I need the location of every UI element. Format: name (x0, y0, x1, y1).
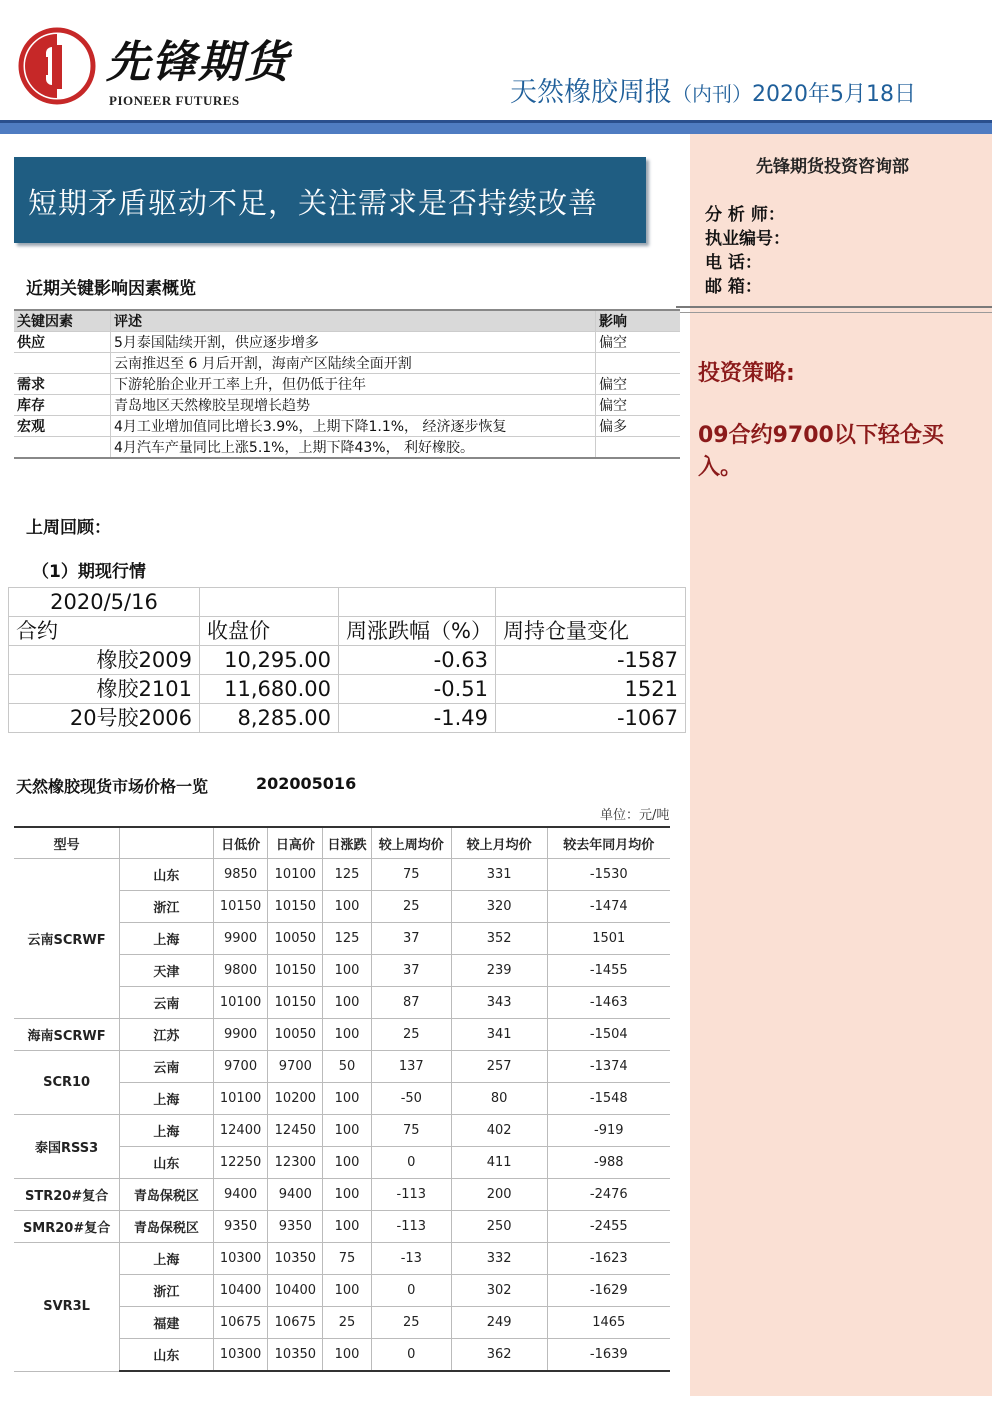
spot-value: 200 (451, 1179, 547, 1211)
table-header-cell: 日涨跌 (323, 827, 372, 859)
futures-table (8, 587, 686, 733)
factor-impact: 偏空 (596, 395, 681, 416)
close-price: 8,285.00 (200, 704, 339, 733)
table-row (14, 1019, 670, 1051)
spot-value: -50 (371, 1083, 451, 1115)
table-header-cell: 收盘价 (200, 617, 339, 646)
spot-value: -1504 (547, 1019, 670, 1051)
header-divider-line (0, 120, 992, 123)
sidebar-panel (690, 134, 992, 1396)
spot-value: 352 (451, 923, 547, 955)
position-change: -1587 (496, 646, 686, 675)
spot-value: 250 (451, 1211, 547, 1243)
report-title (510, 70, 916, 109)
spot-location: 云南 (120, 1051, 214, 1083)
position-change: 1521 (496, 675, 686, 704)
table-header-cell: 周持仓量变化 (496, 617, 686, 646)
table-row (9, 646, 686, 675)
phone-label: 电 话： (705, 253, 762, 273)
spot-value: 37 (371, 955, 451, 987)
brand-name-cn: 先锋期货 (106, 37, 290, 88)
table-row (9, 704, 686, 733)
spot-location: 云南 (120, 987, 214, 1019)
spot-value: 10675 (268, 1307, 323, 1339)
spot-value: 10400 (268, 1275, 323, 1307)
analyst-label: 分 析 师： (705, 205, 785, 225)
table-header-cell: 型号 (14, 827, 120, 859)
company-logo (18, 27, 96, 105)
spot-value: 125 (323, 923, 372, 955)
spot-value: -1629 (547, 1275, 670, 1307)
spot-value: -113 (371, 1179, 451, 1211)
spot-value: 402 (451, 1115, 547, 1147)
spot-value: -1639 (547, 1339, 670, 1372)
table-header-row (14, 827, 670, 859)
spot-value: 75 (371, 859, 451, 891)
spot-value: -1530 (547, 859, 670, 891)
spot-value: 9400 (268, 1179, 323, 1211)
factor-key (14, 353, 111, 374)
table-row (14, 374, 680, 395)
table-row (14, 437, 680, 459)
spot-value: 100 (323, 1115, 372, 1147)
table-row (14, 859, 670, 891)
spot-value: 100 (323, 1179, 372, 1211)
spot-value: -1455 (547, 955, 670, 987)
brand-name-en: PIONEER FUTURES (109, 93, 240, 108)
spot-value: 0 (371, 1339, 451, 1372)
spot-value: 100 (323, 1211, 372, 1243)
factor-key (14, 437, 111, 459)
spot-value: 9850 (213, 859, 268, 891)
spot-value: 25 (371, 891, 451, 923)
contract-name: 20号胶2006 (9, 704, 200, 733)
table-header-cell: 影响 (596, 310, 681, 332)
spot-value: 10050 (268, 923, 323, 955)
spot-value: 9350 (213, 1211, 268, 1243)
table-header-cell: 日低价 (213, 827, 268, 859)
spot-value: 320 (451, 891, 547, 923)
spot-value: 10150 (268, 987, 323, 1019)
spot-value: 9800 (213, 955, 268, 987)
factor-key: 宏观 (14, 416, 111, 437)
spot-location: 福建 (120, 1307, 214, 1339)
factor-key: 需求 (14, 374, 111, 395)
spot-value: 10100 (213, 1083, 268, 1115)
close-price: 11,680.00 (200, 675, 339, 704)
spot-value: 37 (371, 923, 451, 955)
sidebar-divider (676, 306, 992, 308)
factors-table (14, 309, 680, 459)
table-cell (339, 588, 496, 617)
factor-key: 供应 (14, 332, 111, 353)
factor-key: 库存 (14, 395, 111, 416)
spot-value: 362 (451, 1339, 547, 1372)
factor-impact: 偏多 (596, 416, 681, 437)
report-date: 2020年5月18日 (752, 82, 916, 107)
spot-location: 天津 (120, 955, 214, 987)
report-title-sub: （内刊） (672, 82, 752, 106)
spot-value: 10150 (268, 955, 323, 987)
spot-value: 100 (323, 1019, 372, 1051)
factor-comment: 4月汽车产量同比上涨5.1%，上期下降43%， 利好橡胶。 (111, 437, 596, 459)
spot-value: 12450 (268, 1115, 323, 1147)
spot-value: 12400 (213, 1115, 268, 1147)
spot-value: 10675 (213, 1307, 268, 1339)
license-label: 执业编号： (705, 229, 790, 249)
spot-value: 10100 (213, 987, 268, 1019)
spot-value: 10350 (268, 1339, 323, 1372)
spot-grade: SMR20#复合 (14, 1211, 120, 1243)
spot-value: 9700 (213, 1051, 268, 1083)
spot-location: 上海 (120, 1243, 214, 1275)
spot-value: -13 (371, 1243, 451, 1275)
table-header-cell: 较去年同月均价 (547, 827, 670, 859)
spot-value: 0 (371, 1275, 451, 1307)
table-row (14, 416, 680, 437)
spot-value: 249 (451, 1307, 547, 1339)
factors-section-title: 近期关键影响因素概览 (26, 279, 196, 299)
spot-value: 302 (451, 1275, 547, 1307)
spot-value: 50 (323, 1051, 372, 1083)
spot-value: 75 (323, 1243, 372, 1275)
sidebar-divider (676, 312, 992, 313)
spot-location: 山东 (120, 1147, 214, 1179)
table-header-cell: 关键因素 (14, 310, 111, 332)
spot-value: 341 (451, 1019, 547, 1051)
table-row (9, 588, 686, 617)
table-header-cell: 周涨跌幅（%） (339, 617, 496, 646)
spot-value: 12300 (268, 1147, 323, 1179)
spot-value: -2455 (547, 1211, 670, 1243)
futures-date: 2020/5/16 (9, 588, 200, 617)
spot-value: -988 (547, 1147, 670, 1179)
spot-location: 山东 (120, 859, 214, 891)
table-row (14, 1115, 670, 1147)
spot-value: 25 (371, 1019, 451, 1051)
spot-location: 青岛保税区 (120, 1211, 214, 1243)
spot-value: 257 (451, 1051, 547, 1083)
spot-value: -919 (547, 1115, 670, 1147)
factor-impact (596, 437, 681, 459)
spot-value: 100 (323, 1147, 372, 1179)
table-cell (496, 588, 686, 617)
weekly-change: -1.49 (339, 704, 496, 733)
spot-grade: SVR3L (14, 1243, 120, 1372)
spot-value: 10300 (213, 1243, 268, 1275)
spot-value: -1623 (547, 1243, 670, 1275)
spot-value: 100 (323, 1339, 372, 1372)
table-row (14, 1179, 670, 1211)
headline-text: 短期矛盾驱动不足，关注需求是否持续改善 (28, 186, 599, 220)
spot-value: 9400 (213, 1179, 268, 1211)
spot-table-title: 天然橡胶现货市场价格一览 (16, 777, 209, 796)
spot-value: 100 (323, 891, 372, 923)
table-row (14, 1211, 670, 1243)
spot-value: 332 (451, 1243, 547, 1275)
table-row (14, 353, 680, 374)
factor-comment: 5月泰国陆续开割，供应逐步增多 (111, 332, 596, 353)
spot-value: 80 (451, 1083, 547, 1115)
spot-value: 9900 (213, 923, 268, 955)
spot-grade: 泰国RSS3 (14, 1115, 120, 1179)
position-change: -1067 (496, 704, 686, 733)
table-row (14, 1051, 670, 1083)
headline-box (14, 157, 646, 243)
review-subtitle: （1）期现行情 (32, 562, 146, 582)
table-header-cell: 较上周均价 (371, 827, 451, 859)
table-header-row (9, 617, 686, 646)
spot-value: 75 (371, 1115, 451, 1147)
spot-value: 12250 (213, 1147, 268, 1179)
spot-value: 10400 (213, 1275, 268, 1307)
factor-comment: 云南推迟至 6 月后开割，海南产区陆续全面开割 (111, 353, 596, 374)
contract-name: 橡胶2101 (9, 675, 200, 704)
spot-value: 100 (323, 955, 372, 987)
table-header-cell: 评述 (111, 310, 596, 332)
spot-value: 10100 (268, 859, 323, 891)
spot-value: 1501 (547, 923, 670, 955)
weekly-change: -0.63 (339, 646, 496, 675)
contract-name: 橡胶2009 (9, 646, 200, 675)
spot-table-date: 202005016 (256, 774, 357, 793)
table-header-cell: 日高价 (268, 827, 323, 859)
factor-impact (596, 353, 681, 374)
spot-value: 137 (371, 1051, 451, 1083)
report-title-main: 天然橡胶周报 (510, 77, 672, 108)
spot-location: 山东 (120, 1339, 214, 1372)
spot-value: 10300 (213, 1339, 268, 1372)
table-header-cell: 较上月均价 (451, 827, 547, 859)
table-row (14, 332, 680, 353)
spot-value: 25 (371, 1307, 451, 1339)
factor-impact: 偏空 (596, 332, 681, 353)
table-row (14, 1243, 670, 1275)
email-label: 邮 箱： (705, 277, 762, 297)
spot-grade: SCR10 (14, 1051, 120, 1115)
spot-value: 10200 (268, 1083, 323, 1115)
table-row (14, 395, 680, 416)
spot-location: 浙江 (120, 1275, 214, 1307)
department-name: 先锋期货投资咨询部 (756, 157, 909, 177)
spot-value: 343 (451, 987, 547, 1019)
spot-value: 331 (451, 859, 547, 891)
spot-value: 87 (371, 987, 451, 1019)
spot-value: -1374 (547, 1051, 670, 1083)
spot-value: 100 (323, 1275, 372, 1307)
spot-value: 0 (371, 1147, 451, 1179)
table-cell (200, 588, 339, 617)
spot-value: 9900 (213, 1019, 268, 1051)
spot-value: 100 (323, 1083, 372, 1115)
strategy-title: 投资策略: (698, 361, 795, 386)
spot-value: 239 (451, 955, 547, 987)
spot-grade: 海南SCRWF (14, 1019, 120, 1051)
table-header-cell: 合约 (9, 617, 200, 646)
spot-value: 10150 (213, 891, 268, 923)
spot-location: 江苏 (120, 1019, 214, 1051)
spot-value: 100 (323, 987, 372, 1019)
factor-comment: 4月工业增加值同比增长3.9%，上期下降1.1%， 经济逐步恢复 (111, 416, 596, 437)
spot-location: 上海 (120, 1115, 214, 1147)
weekly-change: -0.51 (339, 675, 496, 704)
spot-value: 10050 (268, 1019, 323, 1051)
spot-grade: 云南SCRWF (14, 859, 120, 1019)
table-header-cell (120, 827, 214, 859)
spot-value: -1463 (547, 987, 670, 1019)
review-title: 上周回顾： (26, 518, 111, 538)
spot-location: 浙江 (120, 891, 214, 923)
spot-price-table (14, 826, 670, 1372)
spot-value: 125 (323, 859, 372, 891)
spot-location: 上海 (120, 1083, 214, 1115)
spot-grade: STR20#复合 (14, 1179, 120, 1211)
spot-value: -113 (371, 1211, 451, 1243)
close-price: 10,295.00 (200, 646, 339, 675)
spot-value: -1548 (547, 1083, 670, 1115)
spot-value: -2476 (547, 1179, 670, 1211)
spot-location: 上海 (120, 923, 214, 955)
spot-value: -1474 (547, 891, 670, 923)
spot-unit: 单位：元/吨 (600, 808, 670, 823)
spot-location: 青岛保税区 (120, 1179, 214, 1211)
factor-impact: 偏空 (596, 374, 681, 395)
factor-comment: 青岛地区天然橡胶呈现增长趋势 (111, 395, 596, 416)
spot-value: 10150 (268, 891, 323, 923)
spot-value: 9350 (268, 1211, 323, 1243)
table-row (9, 675, 686, 704)
factor-comment: 下游轮胎企业开工率上升，但仍低于往年 (111, 374, 596, 395)
table-header-row (14, 310, 680, 332)
spot-value: 25 (323, 1307, 372, 1339)
spot-value: 411 (451, 1147, 547, 1179)
spot-value: 1465 (547, 1307, 670, 1339)
spot-value: 9700 (268, 1051, 323, 1083)
strategy-body: 09合约9700以下轻仓买入。 (698, 423, 944, 480)
spot-value: 10350 (268, 1243, 323, 1275)
